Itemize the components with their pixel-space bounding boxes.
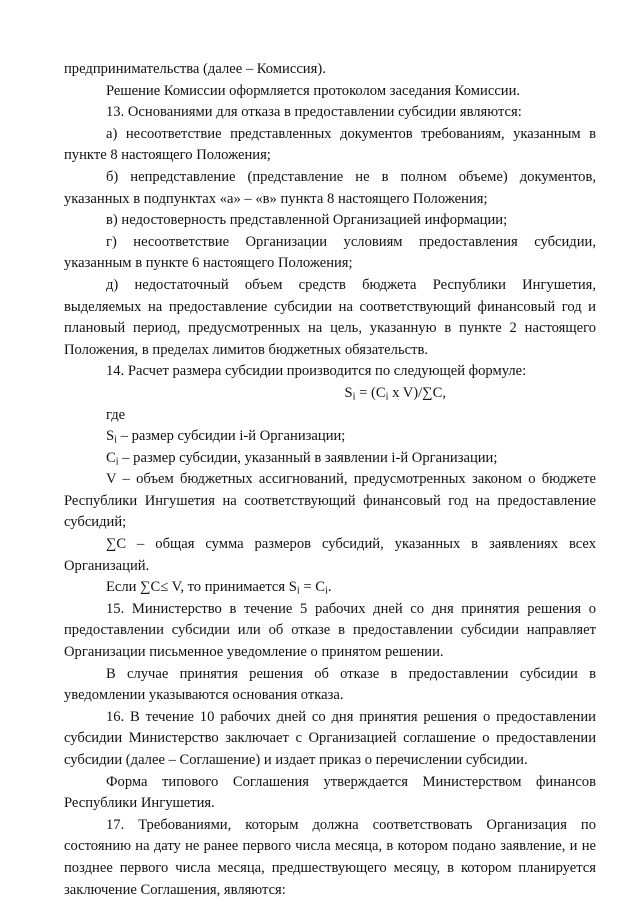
paragraph-13-heading: 13. Основаниями для отказа в предоставлении субсидии являются: — [106, 104, 522, 121]
definition-ci: $C_i$ – размер субсидии, указанный в заявлении i-й Организации; — [106, 449, 498, 468]
paragraph-17: 17. Требованиями, которым должна соответствовать Организация по состоянию на дату не ранее первого числа месяца, в котором подано заявление, и не позднее первого числа месяца, предшествующего месяцу, в котором планируется заключение Соглашения, являются: — [64, 816, 596, 898]
paragraph-decision-protocol: Решение Комиссии оформляется протоколом заседания Комиссии. — [106, 82, 521, 99]
subsidy-formula: $S_i = (C_i$ x V)/∑C, — [344, 384, 446, 403]
paragraph-15: 15. Министерство в течение 5 рабочих дней со дня принятия решения о предоставлении субсидии или об отказе в предоставлении субсидии направляет Организации письменное уведомление о принятом решении. — [64, 600, 596, 661]
condition-line: Если ∑C≤ V, то принимается $S_i = C_i$. — [106, 579, 332, 597]
paragraph-16-form: Форма типового Соглашения утверждается Министерством финансов Республики Ингушетия. — [64, 773, 596, 812]
paragraph-13-v: в) недостоверность представленной Организацией информации; — [106, 212, 508, 229]
definition-si: $S_i$ – размер субсидии i-й Организации; — [106, 428, 346, 446]
where-label: где — [106, 406, 126, 423]
paragraph-14-heading: 14. Расчет размера субсидии производится по следующей формуле: — [106, 363, 527, 380]
definition-v: V – объем бюджетных ассигнований, предусмотренных законом о бюджете Республики Ингушетия на соответствующий финансовый год на предоставление субсидий; — [64, 471, 596, 531]
paragraph-13-g: г) несоответствие Организации условиям предоставления субсидии, указанным в пункте 6 настоящего Положения; — [64, 233, 596, 272]
definition-sum-c: ∑C – общая сумма размеров субсидий, указанных в заявлениях всех Организаций. — [64, 536, 596, 574]
paragraph-15-refusal: В случае принятия решения об отказе в предоставлении субсидии в уведомлении указываются основания отказа. — [64, 665, 596, 704]
paragraph-13-d: д) недостаточный объем средств бюджета Республики Ингушетия, выделяемых на предоставление субсидии на соответствующий финансовый год и плановый период, предусмотренных на цель, указанную в пункте 2 настоящего Положения, в пределах лимитов бюджетных обязательств. — [64, 276, 596, 358]
paragraph-13-a: а) несоответствие представленных документов требованиям, указанным в пункте 8 настоящего Положения; — [64, 125, 596, 164]
paragraph-13-b: б) непредставление (представление не в полном объеме) документов, указанных в подпунктах «а» – «в» пункта 8 настоящего Положения; — [64, 168, 596, 207]
paragraph-16: 16. В течение 10 рабочих дней со дня принятия решения о предоставлении субсидии Министерство заключает с Организацией соглашение о предоставлении субсидии (далее – Соглашение) и издает приказ о перечислении субсидии. — [64, 708, 596, 768]
paragraph-commission-end: предпринимательства (далее – Комиссия). — [64, 61, 326, 77]
